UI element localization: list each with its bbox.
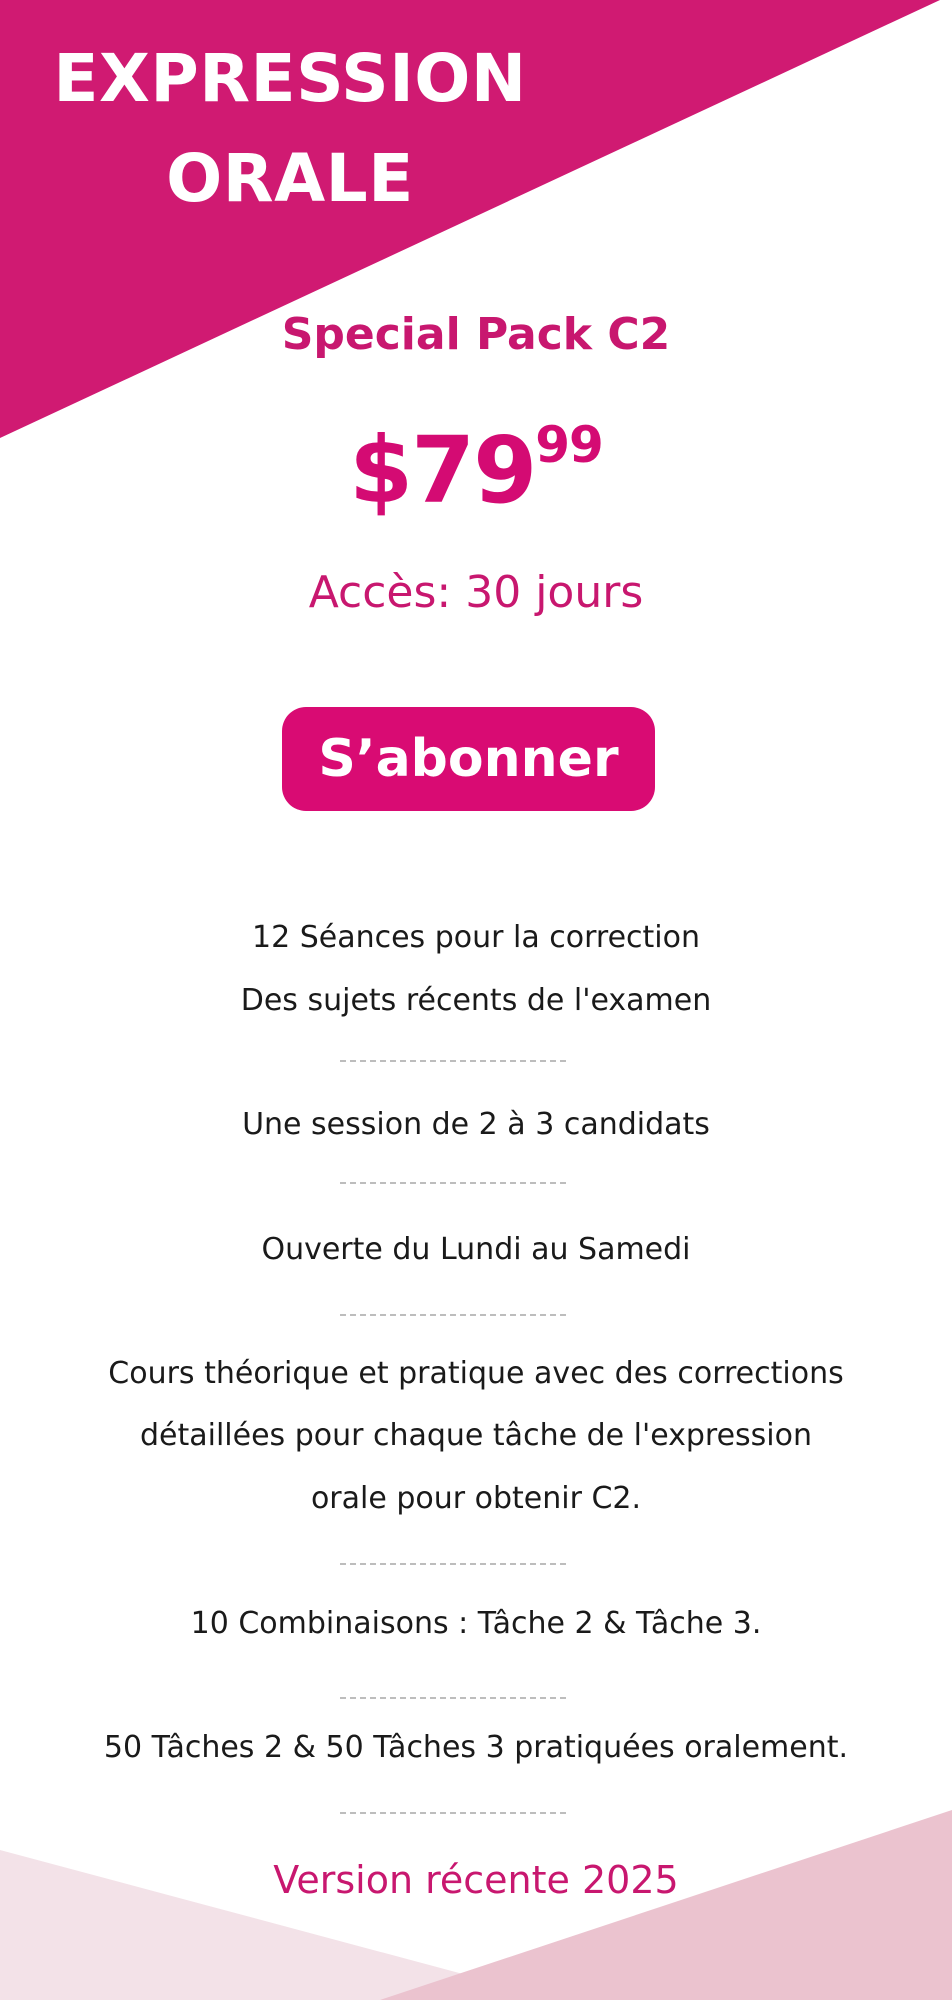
feature-course-line-2: détaillées pour chaque tâche de l'expression [139, 1418, 813, 1453]
price-cents: 99 [535, 416, 603, 474]
access-duration: Accès: 30 jours [308, 567, 644, 618]
feature-recent-topics: Des sujets récents de l'examen [240, 983, 712, 1018]
divider [340, 1697, 566, 1699]
feature-course-line-3: orale pour obtenir C2. [310, 1481, 642, 1516]
footer-shape-dark [380, 1810, 952, 2000]
banner-title-line-1: EXPRESSION [53, 40, 527, 117]
price-whole: $79 [349, 417, 536, 524]
subscribe-button[interactable]: S’abonner [282, 707, 655, 811]
price [0, 416, 952, 524]
feature-candidates: Une session de 2 à 3 candidats [242, 1107, 710, 1142]
feature-course-line-1: Cours théorique et pratique avec des corrections [108, 1356, 844, 1391]
divider [340, 1060, 566, 1062]
feature-practice-tasks: 50 Tâches 2 & 50 Tâches 3 pratiquées oralement. [103, 1730, 849, 1765]
divider [340, 1314, 566, 1316]
divider [340, 1812, 566, 1814]
banner-title-line-2: ORALE [166, 140, 414, 217]
pack-title: Special Pack C2 [281, 309, 671, 360]
divider [340, 1182, 566, 1184]
feature-sessions: 12 Séances pour la correction [251, 920, 700, 955]
version-note: Version récente 2025 [273, 1858, 679, 1902]
feature-combinations: 10 Combinaisons : Tâche 2 & Tâche 3. [190, 1606, 762, 1641]
divider [340, 1563, 566, 1565]
feature-schedule: Ouverte du Lundi au Samedi [261, 1232, 691, 1267]
